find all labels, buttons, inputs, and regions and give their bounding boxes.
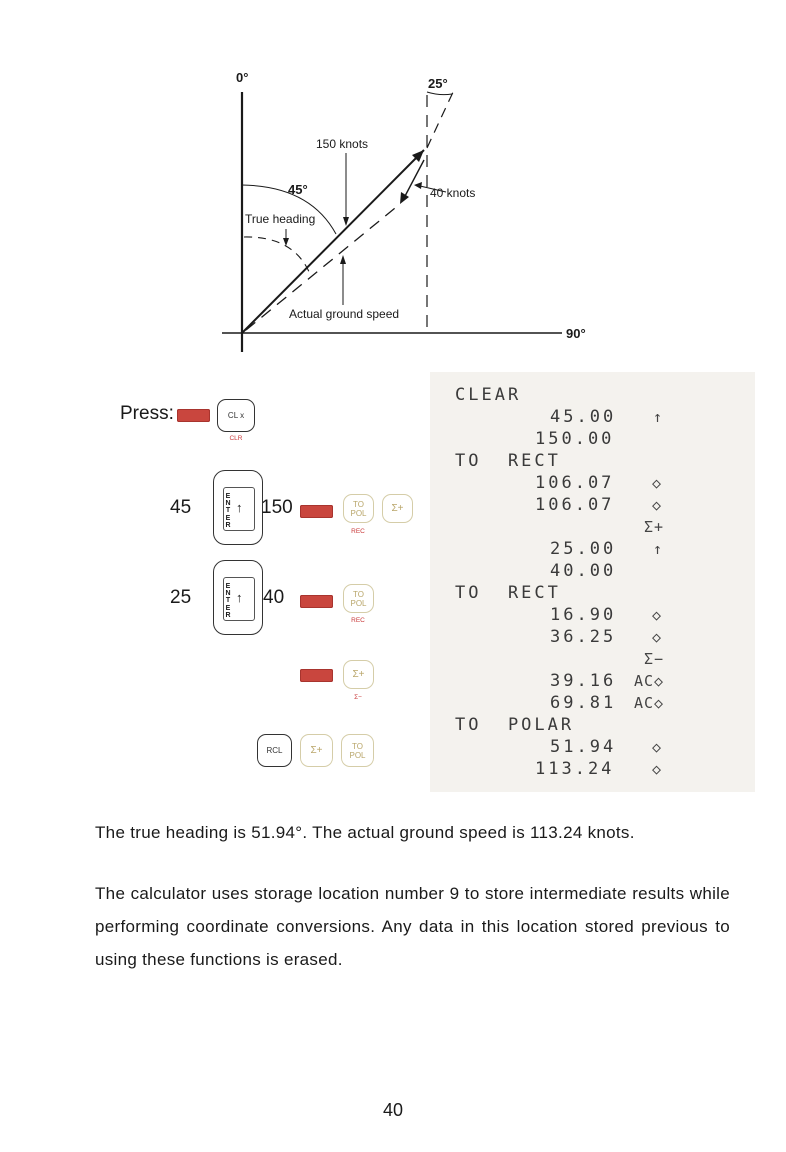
tape-line: TO POLAR	[455, 715, 575, 735]
tape-line: TO RECT	[455, 583, 561, 603]
tape-line: 25.00	[550, 539, 617, 559]
tape-line: TO RECT	[455, 451, 561, 471]
label-150-knots: 150 knots	[316, 137, 369, 151]
vector-diagram	[0, 0, 786, 370]
clr-label: CLR	[229, 435, 243, 442]
tape-suffix: ◇	[652, 628, 663, 646]
sigma-plus-key[interactable]: Σ+	[300, 734, 333, 767]
tape-line: 69.81	[550, 693, 617, 713]
arc-25	[427, 92, 452, 95]
rcl-key[interactable]: RCL	[257, 734, 292, 767]
label-0-deg: 0°	[236, 70, 249, 85]
result-sentence: The true heading is 51.94°. The actual ground speed is 113.24 knots.	[95, 823, 635, 842]
tape-suffix: ◇	[652, 738, 663, 756]
label-40-knots: 40 knots	[430, 186, 476, 200]
enter-letters: E N T E R	[225, 493, 231, 529]
page-number: 40	[383, 1100, 404, 1120]
enter-key-1[interactable]	[213, 470, 263, 545]
tape-suffix: ◇	[652, 606, 663, 624]
tape-suffix: Σ−	[644, 650, 665, 668]
gold-prefix-key[interactable]	[177, 409, 210, 422]
to-pol-key[interactable]: TO POL	[341, 734, 374, 767]
press-label: Press:	[120, 403, 174, 424]
vector-40-arrowhead	[400, 192, 409, 204]
sigma-minus-label: Σ−	[354, 694, 362, 701]
rec-label: REC	[351, 528, 365, 535]
enter-letters: E N T E R	[225, 583, 231, 619]
gold-prefix-key[interactable]	[300, 505, 333, 518]
tape-line: 45.00	[550, 407, 617, 427]
gold-prefix-key[interactable]	[300, 669, 333, 682]
row2-num-25: 25	[170, 587, 192, 608]
enter-arrow-icon: ↑	[236, 500, 243, 515]
tape-suffix: ↑	[653, 540, 664, 558]
sigma-plus-key[interactable]: Σ+	[343, 660, 374, 689]
tape-suffix: ◇	[652, 760, 663, 778]
rec-label: REC	[351, 617, 365, 624]
storage-paragraph: The calculator uses storage location number 9 to store intermediate results while performing coordinate conversions. Any data in this location stored previous to using these functions is erased.	[95, 884, 730, 969]
tape-line: 106.07	[535, 495, 615, 515]
label-90-deg: 90°	[566, 326, 586, 341]
gold-prefix-key[interactable]	[300, 595, 333, 608]
dashed-wind-direction	[427, 90, 454, 148]
label-true-heading: True heading	[245, 212, 316, 226]
tape-line: 16.90	[550, 605, 617, 625]
tape-line: 39.16	[550, 671, 617, 691]
label-45-deg: 45°	[288, 182, 308, 197]
tape-line: 113.24	[535, 759, 615, 779]
row1-num-150: 150	[261, 497, 293, 518]
row2-num-40: 40	[263, 587, 285, 608]
to-pol-key[interactable]: TO POL	[343, 584, 374, 613]
tape-suffix: ↑	[653, 408, 664, 426]
vector-150-knots	[242, 150, 424, 333]
tape-line: 36.25	[550, 627, 617, 647]
to-pol-key[interactable]: TO POL	[343, 494, 374, 523]
tape-line: 40.00	[550, 561, 617, 581]
row1-num-45: 45	[170, 497, 192, 518]
label-ground-speed: Actual ground speed	[289, 307, 400, 321]
sigma-plus-key[interactable]: Σ+	[382, 494, 413, 523]
arc-true-heading	[244, 237, 310, 274]
tape-suffix: ◇	[652, 474, 663, 492]
tape-suffix: AC◇	[634, 694, 665, 712]
clx-key[interactable]: CL x	[217, 399, 255, 432]
tape-line: CLEAR	[455, 385, 522, 405]
enter-arrow-icon: ↑	[236, 590, 243, 605]
tape-line: 106.07	[535, 473, 615, 493]
tape-line: 150.00	[535, 429, 615, 449]
tape-suffix: ◇	[652, 496, 663, 514]
tape-suffix: Σ+	[644, 518, 665, 536]
tape-suffix: AC◇	[634, 672, 665, 690]
label-25-deg: 25°	[428, 76, 448, 91]
enter-key-2[interactable]	[213, 560, 263, 635]
tape-line: 51.94	[550, 737, 617, 757]
